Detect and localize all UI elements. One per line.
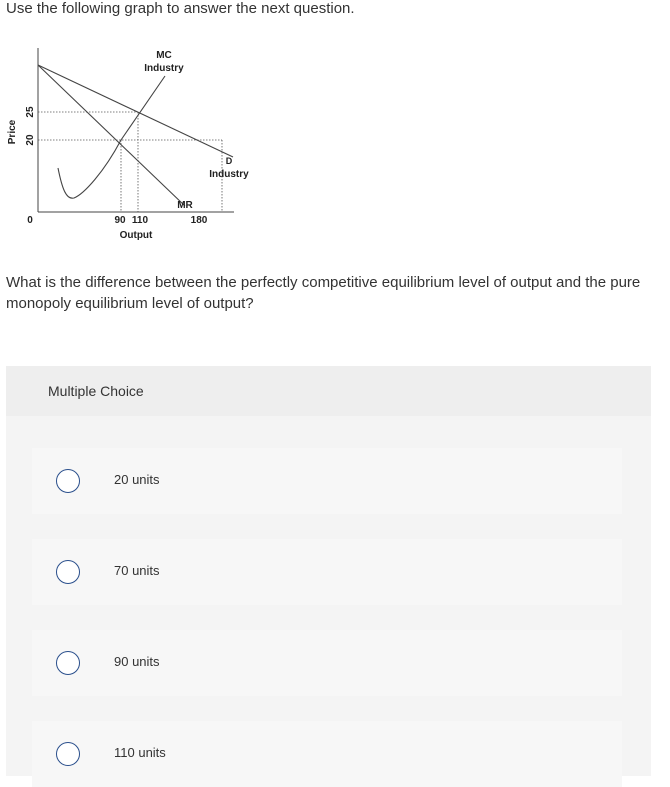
option-20-units[interactable]	[32, 448, 622, 514]
intro-text: Use the following graph to answer the next question.	[6, 0, 355, 17]
d-label: D	[225, 156, 233, 166]
economics-graph	[0, 40, 270, 250]
x-tick-110: 110	[131, 215, 149, 226]
demand-curve	[38, 65, 233, 157]
x-tick-180: 180	[190, 215, 208, 226]
mc-industry-label: Industry	[144, 63, 184, 74]
mr-label: MR	[177, 200, 193, 211]
radio-button-icon[interactable]	[56, 469, 80, 493]
x-tick-90: 90	[114, 215, 126, 226]
y-axis-label: Price	[7, 119, 18, 145]
mr-curve	[38, 65, 185, 206]
radio-button-icon[interactable]	[56, 651, 80, 675]
option-label: 90 units	[114, 654, 160, 669]
y-tick-0: 0	[27, 215, 33, 226]
radio-button-icon[interactable]	[56, 742, 80, 766]
option-110-units[interactable]	[32, 721, 622, 787]
y-tick-20: 20	[25, 134, 36, 146]
radio-button-icon[interactable]	[56, 560, 80, 584]
option-label: 70 units	[114, 563, 160, 578]
option-90-units[interactable]	[32, 630, 622, 696]
d-industry-label: Industry	[209, 169, 249, 180]
option-label: 20 units	[114, 472, 160, 487]
x-axis-label: Output	[119, 230, 153, 241]
y-tick-25: 25	[25, 106, 36, 118]
option-label: 110 units	[114, 745, 166, 760]
multiple-choice-header	[6, 366, 651, 416]
question-text: What is the difference between the perfectly competitive equilibrium level of output and the pure monopoly equilibrium level of output?	[6, 274, 641, 312]
option-70-units[interactable]	[32, 539, 622, 605]
multiple-choice-title: Multiple Choice	[48, 383, 144, 399]
mc-label: MC	[156, 50, 172, 61]
mc-curve	[58, 76, 165, 198]
multiple-choice-panel	[6, 366, 651, 776]
